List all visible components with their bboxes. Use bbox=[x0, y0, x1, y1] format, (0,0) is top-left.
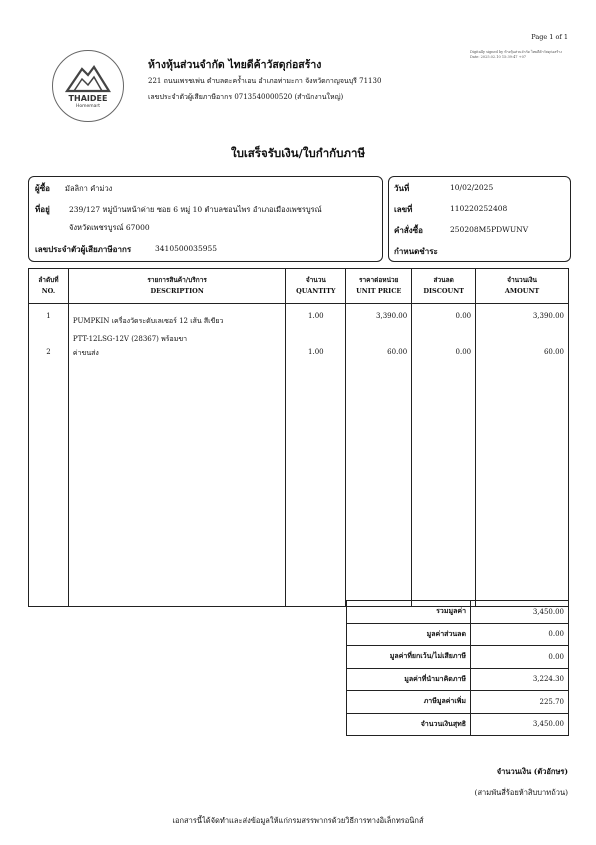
row-unit-price: 3,390.00 bbox=[346, 304, 412, 349]
row-description: PUMPKIN เครื่องวัดระดับเลเซอร์ 12 เส้น สีเขียว PTT-12LSG-12V (28367) พร้อมขา bbox=[68, 304, 285, 349]
row-amount: 60.00 bbox=[476, 348, 569, 359]
company-address: 221 ถนนเพรชเพ่น ตำบลตะคร้ำเอน อำเภอท่ามะกา จังหวัดกาญจนบุรี 71130 bbox=[148, 77, 382, 85]
table-row bbox=[29, 348, 569, 359]
signature-line-1: Digitally signed by ห้างหุ้นส่วนจำกัด ไทยดีค้าวัสดุก่อสร้าง bbox=[470, 50, 562, 54]
row-no: 1 bbox=[29, 304, 69, 349]
row-quantity: 1.00 bbox=[286, 304, 346, 349]
buyer-name: มัลลิกา คำม่วง bbox=[65, 184, 113, 193]
amount-words-label: จำนวนเงิน (ตัวอักษร) bbox=[496, 767, 568, 776]
row-unit-price: 60.00 bbox=[346, 348, 412, 359]
company-name: ห้างหุ้นส่วนจำกัด ไทยดีค้าวัสดุก่อสร้าง bbox=[148, 59, 322, 71]
buyer-tax-id: 3410500035955 bbox=[155, 244, 218, 253]
col-header-no: ลำดับที่ NO. bbox=[29, 269, 69, 304]
table-row bbox=[29, 304, 569, 349]
page-number: Page 1 of 1 bbox=[531, 33, 568, 41]
table-header-row bbox=[29, 269, 569, 304]
order-label: คำสั่งซื้อ bbox=[394, 225, 423, 235]
col-header-amount: จำนวนเงิน AMOUNT bbox=[476, 269, 569, 304]
row-no: 2 bbox=[29, 348, 69, 359]
summary-table bbox=[346, 600, 569, 736]
summary-row: มูลค่าที่นำมาคิดภาษี 3,224.30 bbox=[347, 668, 569, 691]
row-amount: 3,390.00 bbox=[476, 304, 569, 349]
col-header-description: รายการสินค้า/บริการ DESCRIPTION bbox=[68, 269, 285, 304]
invoice-number: 110220252408 bbox=[450, 204, 508, 213]
summary-row: ภาษีมูลค่าเพิ่ม 225.70 bbox=[347, 691, 569, 714]
row-quantity: 1.00 bbox=[286, 348, 346, 359]
logo-subtext: Homemart bbox=[75, 104, 101, 109]
row-description: ค่าขนส่ง bbox=[68, 348, 285, 359]
col-header-quantity: จำนวน QUANTITY bbox=[286, 269, 346, 304]
buyer-name-label: ผู้ซื้อ bbox=[35, 183, 50, 193]
house-roof-icon bbox=[53, 51, 123, 121]
col-header-unit-price: ราคาต่อหน่วย UNIT PRICE bbox=[346, 269, 412, 304]
summary-row: มูลค่าส่วนลด 0.00 bbox=[347, 623, 569, 646]
date-label: วันที่ bbox=[394, 183, 410, 193]
row-discount: 0.00 bbox=[412, 348, 476, 359]
invoice-number-label: เลขที่ bbox=[394, 204, 413, 214]
invoice-date: 10/02/2025 bbox=[450, 183, 494, 192]
col-header-discount: ส่วนลด DISCOUNT bbox=[412, 269, 476, 304]
summary-row: มูลค่าที่ยกเว้น/ไม่เสียภาษี 0.00 bbox=[347, 646, 569, 669]
table-filler-row bbox=[29, 359, 569, 606]
company-tax-id: เลขประจำตัวผู้เสียภาษีอากร 0713540000520 (สำนักงานใหญ่) bbox=[148, 93, 344, 101]
logo-text: THAIDEE bbox=[68, 94, 108, 103]
signature-line-2: Date: 2025.02.10 15:39:47 +07 bbox=[470, 55, 527, 59]
summary-row: จำนวนเงินสุทธิ 3,450.00 bbox=[347, 713, 569, 736]
items-table bbox=[28, 268, 569, 607]
due-label: กำหนดชำระ bbox=[394, 246, 438, 256]
buyer-address-line-2: จังหวัดเพชรบูรณ์ 67000 bbox=[69, 223, 150, 232]
summary-row: รวมมูลค่า 3,450.00 bbox=[347, 601, 569, 624]
company-logo bbox=[52, 50, 124, 122]
row-discount: 0.00 bbox=[412, 304, 476, 349]
buyer-address-label: ที่อยู่ bbox=[35, 204, 50, 214]
document-title: ใบเสร็จรับเงิน/ใบกำกับภาษี bbox=[230, 146, 366, 160]
buyer-address-line-1: 239/127 หมู่บ้านหน้าค่าย ซอย 6 หมู่ 10 ตำบลชอนไพร อำเภอเมืองเพชรบูรณ์ bbox=[69, 205, 322, 214]
digital-signature-note bbox=[470, 50, 562, 60]
buyer-tax-label: เลขประจำตัวผู้เสียภาษีอากร bbox=[35, 244, 132, 254]
order-number: 250208M5PDWUNV bbox=[450, 225, 529, 234]
footer-note: เอกสารนี้ได้จัดทำและส่งข้อมูลให้แก่กรมสรรพากรด้วยวิธีการทางอิเล็กทรอนิกส์ bbox=[172, 816, 424, 825]
amount-in-words: (สามพันสี่ร้อยห้าสิบบาทถ้วน) bbox=[474, 788, 568, 797]
